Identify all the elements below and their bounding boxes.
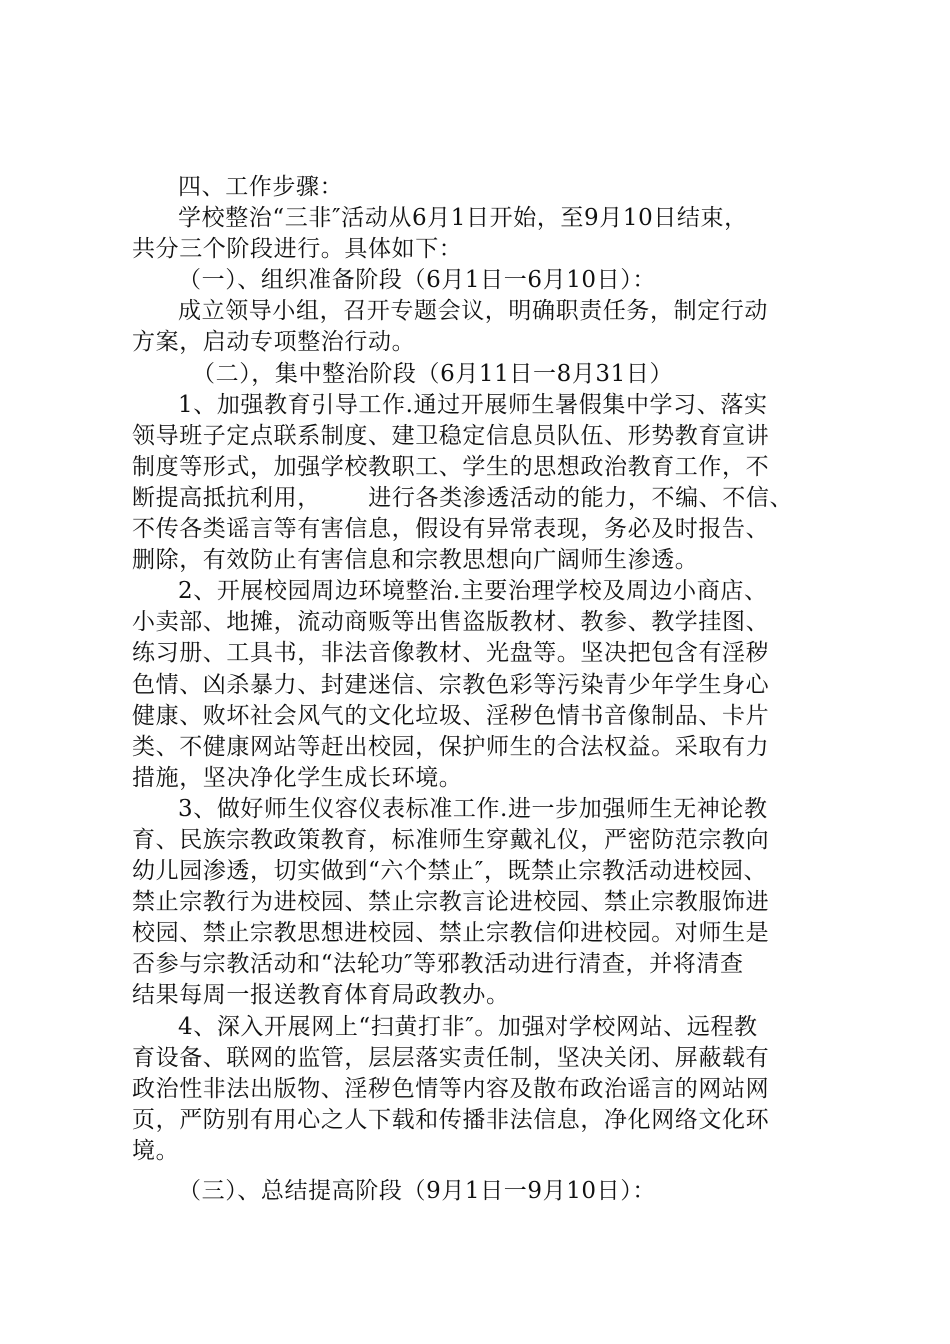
item3-line-1: 3、做好师生仪容仪表标准工作.进一步加强师生无神论教 [178, 795, 768, 822]
stage3-title: （三）、总结提高阶段（9月1日一9月10日）： [178, 1178, 656, 1204]
item2-line-5: 健康、败坏社会风气的文化垃圾、淫秽色情书音像制品、卡片 [132, 702, 770, 729]
intro-paragraph [132, 203, 822, 265]
item3-line-4: 禁止宗教行为进校园、禁止宗教言论进校园、禁止宗教服饰进 [132, 889, 770, 916]
item1-line-2: 领导班子定点联系制度、建卫稳定信息员队伍、形势教育宣讲 [132, 422, 770, 449]
item3-line-6: 否参与宗教活动和“法轮功″等邪教活动进行清查，并将清查 [132, 951, 744, 978]
item2-line-4: 色情、凶杀暴力、封建迷信、宗教色彩等污染青少年学生身心 [132, 671, 770, 698]
stage2-title: （二），集中整治阶段（6月11日一8月31日） [192, 360, 674, 387]
item1-paragraph [132, 390, 822, 577]
section-heading: 四、工作步骤： [178, 174, 344, 200]
item4-line-4: 页，严防别有用心之人下载和传播非法信息，净化网络文化环 [132, 1106, 770, 1133]
item3-line-3: 幼儿园渗透，切实做到“六个禁止″，既禁止宗教活动进校园、 [132, 858, 768, 885]
intro-line-2: 共分三个阶段进行。具体如下： [132, 236, 463, 263]
item3-paragraph [132, 794, 822, 1012]
item4-line-2: 育设备、联网的监管，层层落实责任制，坚决关闭、屏蔽载有 [132, 1044, 770, 1071]
item2-line-3: 练习册、工具书，非法音像教材、光盘等。坚决把包含有淫秽 [132, 640, 770, 667]
item1-line-4: 断提高抵抗利用， 进行各类渗透活动的能力，不编、不信、 [132, 484, 794, 511]
item3-line-7: 结果每周一报送教育体育局政教办。 [132, 982, 510, 1009]
stage1-title: （一）、组织准备阶段（6月1日一6月10日）： [178, 267, 656, 294]
item2-line-7: 措施，坚决净化学生成长环境。 [132, 764, 463, 791]
item2-line-6: 类、不健康网站等赶出校园，保护师生的合法权益。采取有力 [132, 733, 770, 760]
item1-line-3: 制度等形式，加强学校教职工、学生的思想政治教育工作，不 [132, 453, 770, 480]
item2-line-1: 2、开展校园周边环境整治.主要治理学校及周边小商店、 [178, 578, 768, 605]
item3-line-5: 校园、禁止宗教思想进校园、禁止宗教信仰进校园。对师生是 [132, 920, 770, 947]
item3-line-2: 育、民族宗教政策教育，标准师生穿戴礼仪，严密防范宗教向 [132, 826, 770, 853]
intro-line-1: 学校整治“三非″活动从6月1日开始，至9月10日结束， [178, 205, 748, 232]
document-body [132, 172, 822, 1207]
item1-line-1: 1、加强教育引导工作.通过开展师生暑假集中学习、落实 [178, 391, 768, 418]
item4-line-5: 境。 [132, 1137, 180, 1164]
stage1-line-1: 成立领导小组，召开专题会议，明确职责任务，制定行动 [178, 298, 768, 325]
item4-line-3: 政治性非法出版物、淫秽色情等内容及散布政治谣言的网站网 [132, 1075, 770, 1102]
item2-paragraph [132, 576, 822, 794]
stage1-line-2: 方案，启动专项整治行动。 [132, 329, 416, 356]
item2-line-2: 小卖部、地摊，流动商贩等出售盗版教材、教参、教学挂图、 [132, 609, 770, 636]
item4-line-1: 4、深入开展网上“扫黄打非″。加强对学校网站、远程教 [178, 1013, 758, 1040]
item1-line-5: 不传各类谣言等有害信息，假设有异常表现，务必及时报告、 [132, 516, 770, 543]
stage1-body [132, 296, 822, 358]
item1-line-6: 删除，有效防止有害信息和宗教思想向广阔师生渗透。 [132, 547, 699, 574]
item4-paragraph [132, 1012, 822, 1167]
